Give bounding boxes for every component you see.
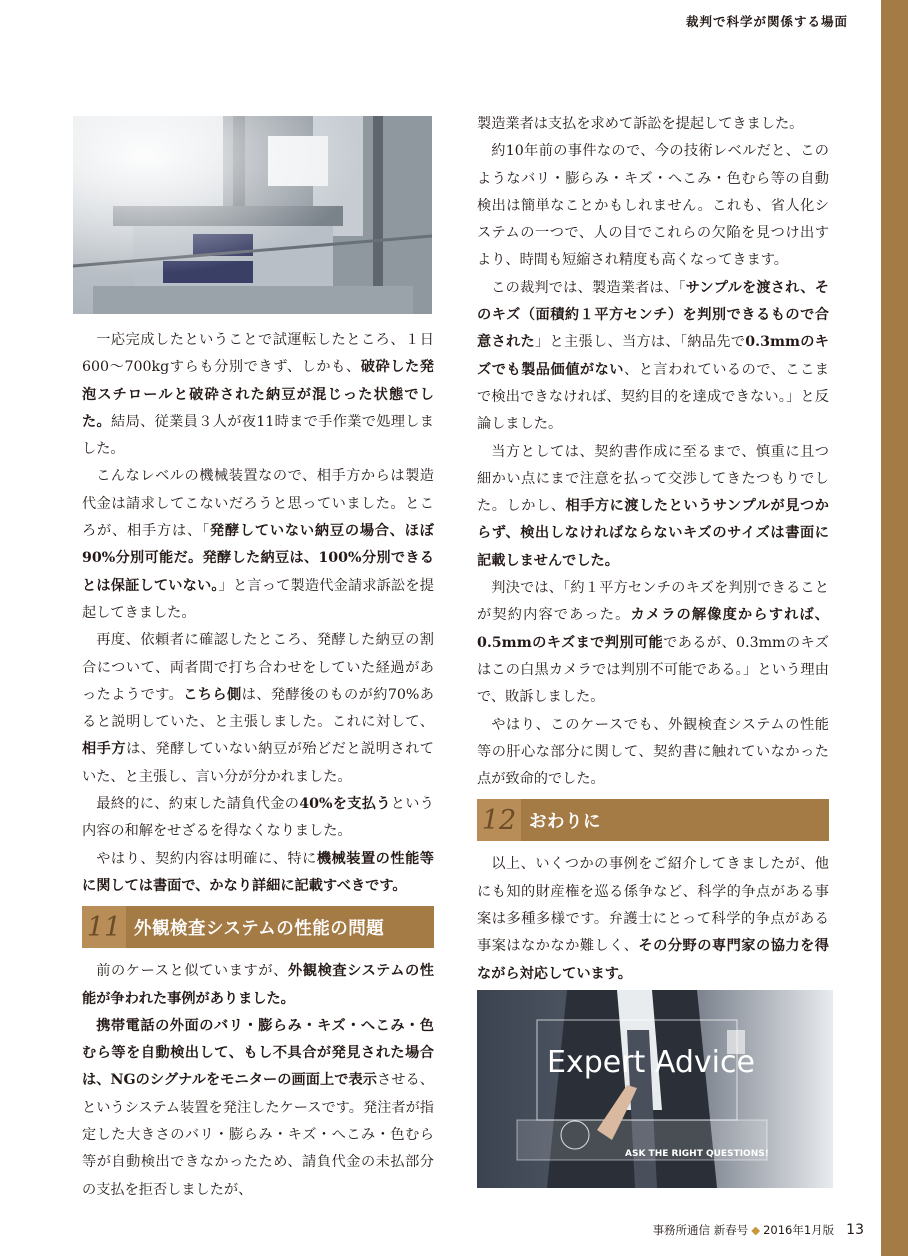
section-title: おわりに: [529, 811, 601, 832]
expert-advice-photo: [477, 990, 833, 1188]
footer-publication: 事務所通信 新春号: [652, 1223, 749, 1237]
section-heading-11: [82, 906, 434, 948]
right-paragraph-7: 以上、いくつかの事例をご紹介してきましたが、他にも知的財産権を巡る係争など、科学的争点がある事案は多種多様です。弁護士にとって科学的争点がある事案はなかなか難しく、その分野の専門家の協力を得ながら対応しています。: [477, 856, 829, 982]
right-paragraph-6: やはり、このケースでも、外観検査システムの性能等の肝心な部分に関して、契約書に触れていなかった点が致命的でした。: [477, 716, 829, 788]
factory-machine-illustration: [73, 116, 432, 314]
left-paragraph-4: 最終的に、約束した請負代金の40%を支払うという内容の和解をせざるを得なくなりました。: [82, 796, 434, 840]
section-title: 外観検査システムの性能の問題: [134, 918, 385, 939]
expert-advice-illustration: [477, 990, 833, 1188]
header-title: 裁判で科学が関係する場面: [685, 14, 848, 29]
section-number: 12: [477, 799, 521, 841]
left-paragraph-2: こんなレベルの機械装置なので、相手方からは製造代金は請求してこないだろうと思っていました。ところが、相手方は、「発酵していない納豆の場合、ほぼ90%分別可能だ。発酵した納豆は、100%分別できるとは保証していない。」と言って製造代金請求訴訟を提起してきました。: [82, 468, 434, 621]
left-paragraph-6: 前のケースと似ていますが、外観検査システムの性能が争われた事例がありました。: [82, 963, 434, 1007]
page-number: 13: [846, 1222, 864, 1238]
footer: [653, 1222, 864, 1238]
section-number: 11: [82, 906, 126, 948]
left-paragraph-7: 携帯電話の外面のバリ・膨らみ・キズ・へこみ・色むら等を自動検出して、もし不具合が発見された場合は、NGのシグナルをモニターの画面上で表示させる、というシステム装置を発注したケースです。発注者が指定した大きさのバリ・膨らみ・キズ・へこみ・色むら等が自動検出できなかったため、請負代金の未払部分の支払を拒否しましたが、: [82, 1017, 434, 1198]
right-paragraph-4: 当方としては、契約書作成に至るまで、慎重に且つ細かい点にまで注意を払って交渉してきたつもりでした。しかし、相手方に渡したというサンプルが見つからず、検出しなければならないキズのサイズは書面に記載しませんでした。: [477, 443, 829, 569]
ask-right-questions-label: ASK THE RIGHT QUESTIONS!: [625, 1149, 769, 1159]
left-paragraph-3: 再度、依頼者に確認したところ、発酵した納豆の割合について、両者間で打ち合わせをしていた経過があったようです。こちら側は、発酵後のものが約70%あると説明していた、と主張しました。これに対して、相手方は、発酵していない納豆が殆どだと説明されていた、と主張し、言い分が分かれました。: [82, 632, 434, 785]
right-column: [477, 111, 829, 988]
right-paragraph-2: 約10年前の事件なので、今の技術レベルだと、このようなバリ・膨らみ・キズ・へこみ・色むら等の自動検出は簡単なことかもしれません。これも、省人化システムの一つで、人の目でこれらの欠陥を見つけ出すより、時間も短縮され精度も高くなってきます。: [477, 143, 829, 269]
section-heading-12: [477, 799, 829, 841]
left-paragraph-1: 一応完成したということで試運転したところ、１日600～700kgすらも分別できず、しかも、破砕した発泡スチロールと破砕された納豆が混じった状態でした。結局、従業員３人が夜11時まで手作業で処理しました。: [82, 332, 434, 458]
footer-edition: 2016年1月版: [763, 1223, 835, 1237]
left-column: [82, 327, 434, 1204]
diamond-icon: ◆: [751, 1223, 761, 1237]
expert-advice-label: Expert Advice: [547, 1045, 755, 1080]
page-side-bar: [881, 0, 908, 1256]
right-paragraph-1: 製造業者は支払を求めて訴訟を提起してきました。: [477, 116, 804, 132]
factory-machine-photo: [73, 116, 432, 314]
right-paragraph-5: 判決では、「約１平方センチのキズを判別できることが契約内容であった。カメラの解像度からすれば、0.5mmのキズまで判別可能であるが、0.3mmのキズはこの白黒カメラでは判別不可能である。」という理由で、敗訴しました。: [477, 580, 829, 706]
right-paragraph-3: この裁判では、製造業者は、「サンプルを渡され、そのキズ（面積約１平方センチ）を判別できるもので合意された」と主張し、当方は、「納品先で0.3mmのキズでも製品価値がない、と言われているので、ここまで検出できなければ、契約目的を達成できない。」と反論しました。: [477, 279, 829, 433]
left-paragraph-5: やはり、契約内容は明確に、特に機械装置の性能等に関しては書面で、かなり詳細に記載すべきです。: [82, 850, 434, 894]
